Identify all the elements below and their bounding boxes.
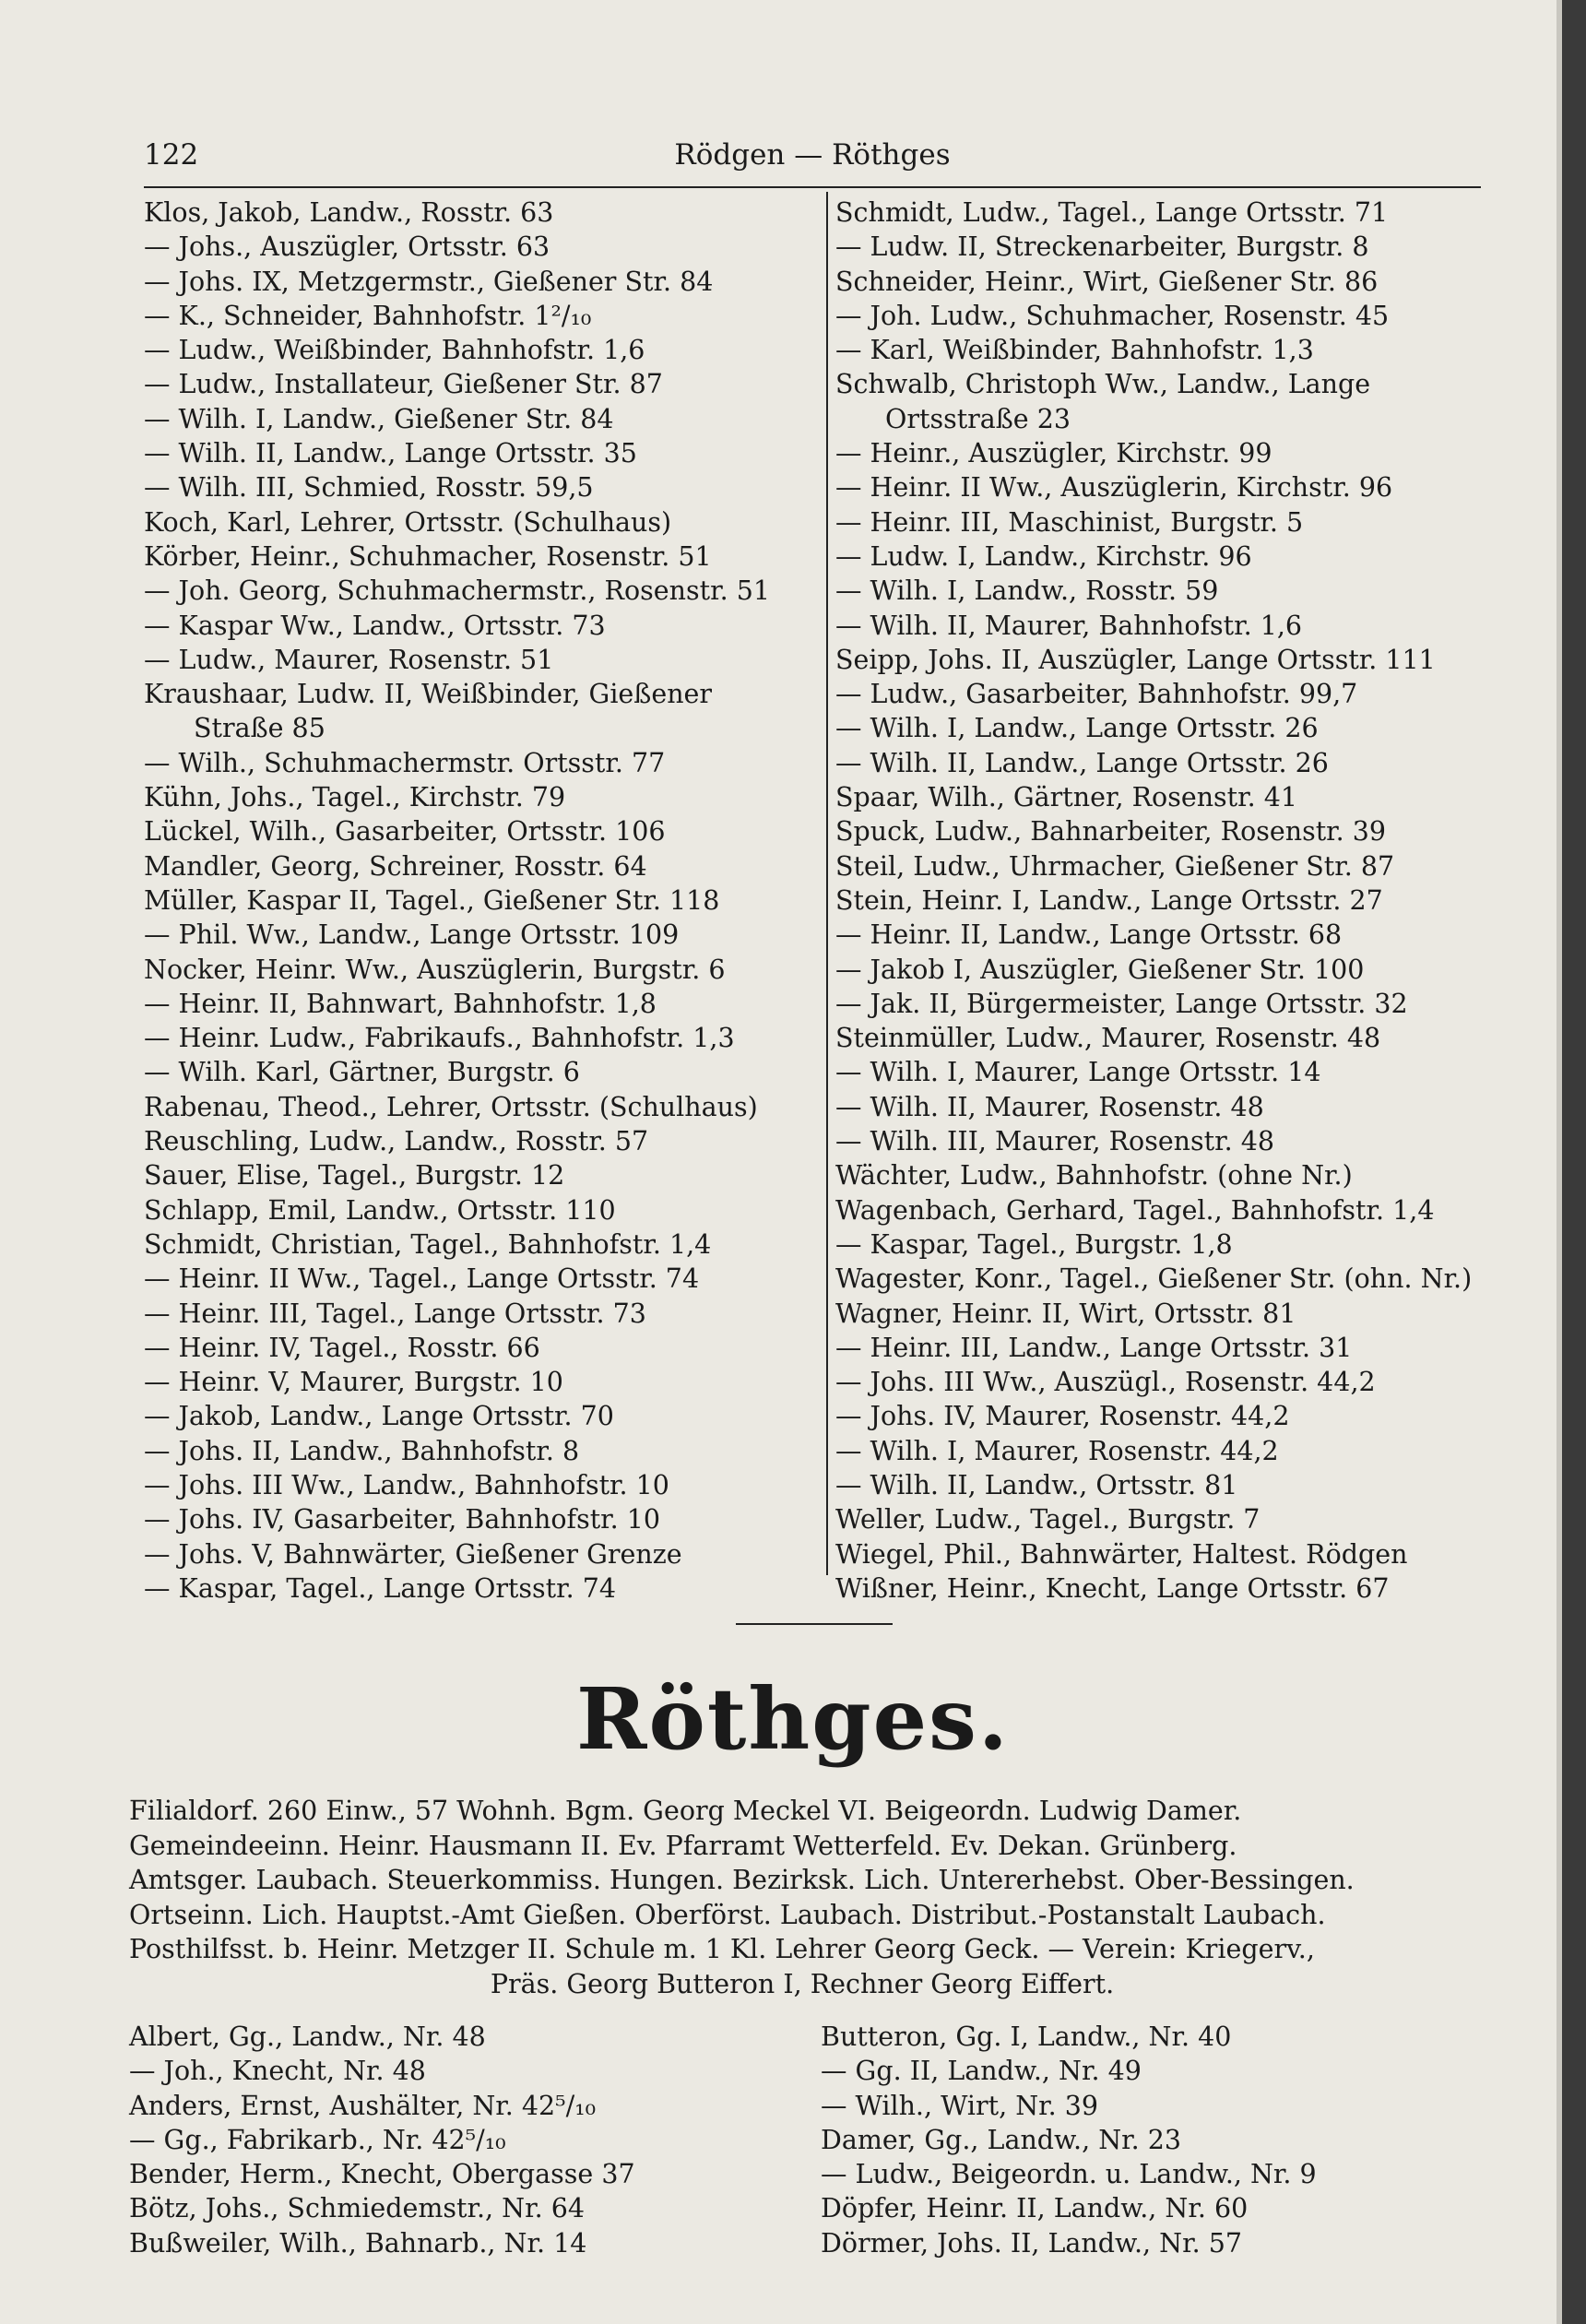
directory-entry: — Gg., Fabrikarb., Nr. 42⁵/₁₀ xyxy=(129,2124,506,2155)
directory-entry: — Heinr. V, Maurer, Burgstr. 10 xyxy=(144,1367,563,1398)
directory-entry: Rabenau, Theod., Lehrer, Ortsstr. (Schulhaus) xyxy=(144,1091,758,1122)
directory-entry: Kraushaar, Ludw. II, Weißbinder, Gießener xyxy=(144,679,713,710)
directory-entry: Butteron, Gg. I, Landw., Nr. 40 xyxy=(821,2022,1232,2052)
directory-entry: — Wilh. I, Landw., Rosstr. 59 xyxy=(835,575,1219,607)
directory-entry: Bötz, Johs., Schmiedemstr., Nr. 64 xyxy=(129,2193,585,2224)
directory-entry: Weller, Ludw., Tagel., Burgstr. 7 xyxy=(835,1504,1261,1536)
directory-entry: — Kaspar, Tagel., Burgstr. 1,8 xyxy=(835,1228,1233,1260)
directory-entry: Wiegel, Phil., Bahnwärter, Haltest. Rödgen xyxy=(835,1538,1408,1570)
directory-entry: — Ludw. I, Landw., Kirchstr. 96 xyxy=(835,540,1252,572)
directory-entry: — Jakob, Landw., Lange Ortsstr. 70 xyxy=(144,1401,614,1432)
directory-entry: Damer, Gg., Landw., Nr. 23 xyxy=(821,2124,1182,2155)
page-header xyxy=(144,138,1481,188)
directory-entry: Koch, Karl, Lehrer, Ortsstr. (Schulhaus) xyxy=(144,506,672,538)
directory-entry: — Jak. II, Bürgermeister, Lange Ortsstr. 32 xyxy=(835,988,1408,1019)
directory-entry: — Johs. IV, Maurer, Rosenstr. 44,2 xyxy=(835,1401,1290,1432)
directory-entry: — Kaspar Ww., Landw., Ortsstr. 73 xyxy=(144,610,606,641)
directory-entry: — Wilh., Schuhmachermstr. Ortsstr. 77 xyxy=(144,747,666,778)
info-line: Amtsger. Laubach. Steuerkommiss. Hungen. Bezirksk. Lich. Untererhebst. Ober-Bessingen. xyxy=(129,1865,1355,1895)
directory-entry: — Joh., Knecht, Nr. 48 xyxy=(129,2056,426,2087)
directory-entry: — Wilh. II, Landw., Ortsstr. 81 xyxy=(835,1469,1238,1500)
directory-entry: Döpfer, Heinr. II, Landw., Nr. 60 xyxy=(821,2193,1249,2224)
directory-entry: — Wilh. III, Maurer, Rosenstr. 48 xyxy=(835,1126,1274,1157)
directory-entry: Straße 85 xyxy=(194,713,325,744)
directory-entry: — Wilh. II, Landw., Lange Ortsstr. 35 xyxy=(144,438,637,469)
left-column xyxy=(144,196,817,1606)
directory-entry: Steinmüller, Ludw., Maurer, Rosenstr. 48 xyxy=(835,1023,1381,1054)
bottom-right-column xyxy=(821,2020,1485,2260)
directory-entry: Schlapp, Emil, Landw., Ortsstr. 110 xyxy=(144,1194,616,1226)
info-line: Ortseinn. Lich. Hauptst.-Amt Gießen. Oberförst. Laubach. Distribut.-Postanstalt Laubach. xyxy=(129,1899,1326,1930)
directory-entry: — Wilh. II, Landw., Lange Ortsstr. 26 xyxy=(835,747,1329,778)
directory-entry: — Jakob I, Auszügler, Gießener Str. 100 xyxy=(835,954,1365,985)
right-column xyxy=(835,196,1481,1606)
directory-entry: — Ludw., Installateur, Gießener Str. 87 xyxy=(144,369,663,400)
directory-entry: — Joh. Ludw., Schuhmacher, Rosenstr. 45 xyxy=(835,300,1390,331)
directory-entry: — Gg. II, Landw., Nr. 49 xyxy=(821,2056,1142,2087)
book-binding-edge xyxy=(1562,0,1586,2324)
directory-entry: — Wilh. Karl, Gärtner, Burgstr. 6 xyxy=(144,1057,580,1088)
directory-entry: Körber, Heinr., Schuhmacher, Rosenstr. 51 xyxy=(144,540,712,572)
page-number: 122 xyxy=(144,138,199,172)
directory-entry: — Ludw. II, Streckenarbeiter, Burgstr. 8 xyxy=(835,231,1369,263)
directory-entry: — Heinr. II, Landw., Lange Ortsstr. 68 xyxy=(835,919,1343,951)
info-line: Filialdorf. 260 Einw., 57 Wohnh. Bgm. Georg Meckel VI. Beigeordn. Ludwig Damer. xyxy=(129,1796,1242,1826)
directory-entry: — Ludw., Weißbinder, Bahnhofstr. 1,6 xyxy=(144,335,645,366)
directory-entry: Schwalb, Christoph Ww., Landw., Lange xyxy=(835,369,1371,400)
directory-entry: Reuschling, Ludw., Landw., Rosstr. 57 xyxy=(144,1126,649,1157)
section-separator xyxy=(736,1623,893,1625)
directory-entry: — Heinr. II, Bahnwart, Bahnhofstr. 1,8 xyxy=(144,988,657,1019)
directory-entry: — Johs., Auszügler, Ortsstr. 63 xyxy=(144,231,550,263)
bottom-left-column xyxy=(129,2020,811,2260)
directory-entry: — Ludw., Beigeordn. u. Landw., Nr. 9 xyxy=(821,2159,1317,2190)
directory-entry: Spuck, Ludw., Bahnarbeiter, Rosenstr. 39 xyxy=(835,816,1387,848)
directory-entry: Müller, Kaspar II, Tagel., Gießener Str. 118 xyxy=(144,884,720,916)
directory-entry: — Wilh. II, Maurer, Bahnhofstr. 1,6 xyxy=(835,610,1303,641)
directory-entry: Wächter, Ludw., Bahnhofstr. (ohne Nr.) xyxy=(835,1160,1353,1192)
village-info xyxy=(129,1794,1475,2001)
directory-entry: Nocker, Heinr. Ww., Auszüglerin, Burgstr. 6 xyxy=(144,954,726,985)
directory-entry: — Johs. IX, Metzgermstr., Gießener Str. 84 xyxy=(144,266,714,297)
directory-entry: — Heinr. III, Tagel., Lange Ortsstr. 73 xyxy=(144,1298,646,1329)
directory-entry: Albert, Gg., Landw., Nr. 48 xyxy=(129,2022,486,2052)
directory-entry: — Wilh. I, Maurer, Lange Ortsstr. 14 xyxy=(835,1057,1321,1088)
info-line: Gemeindeeinn. Heinr. Hausmann II. Ev. Pfarramt Wetterfeld. Ev. Dekan. Grünberg. xyxy=(129,1830,1237,1861)
directory-entry: Stein, Heinr. I, Landw., Lange Ortsstr. 27 xyxy=(835,884,1383,916)
directory-entry: Lückel, Wilh., Gasarbeiter, Ortsstr. 106 xyxy=(144,816,666,848)
directory-entry: — Ludw., Gasarbeiter, Bahnhofstr. 99,7 xyxy=(835,679,1358,710)
info-line: Präs. Georg Butteron I, Rechner Georg Eiffert. xyxy=(490,1968,1115,1999)
directory-entry: — Joh. Georg, Schuhmachermstr., Rosenstr. 51 xyxy=(144,575,770,607)
directory-entry: Wißner, Heinr., Knecht, Lange Ortsstr. 67 xyxy=(835,1572,1390,1604)
directory-entry: — Johs. II, Landw., Bahnhofstr. 8 xyxy=(144,1435,580,1466)
directory-entry: Schneider, Heinr., Wirt, Gießener Str. 86 xyxy=(835,266,1379,297)
column-divider xyxy=(826,192,828,1575)
directory-entry: — Wilh. I, Maurer, Rosenstr. 44,2 xyxy=(835,1435,1279,1466)
directory-entry: Kühn, Johs., Tagel., Kirchstr. 79 xyxy=(144,782,566,813)
directory-entry: — Heinr. Ludw., Fabrikaufs., Bahnhofstr. 1,3 xyxy=(144,1023,735,1054)
running-title: Rödgen — Röthges xyxy=(674,138,951,172)
directory-entry: — Heinr. IV, Tagel., Rosstr. 66 xyxy=(144,1332,540,1363)
directory-entry: — Heinr., Auszügler, Kirchstr. 99 xyxy=(835,438,1272,469)
directory-entry: Seipp, Johs. II, Auszügler, Lange Ortsstr. 111 xyxy=(835,644,1436,675)
directory-entry: — Wilh. I, Landw., Lange Ortsstr. 26 xyxy=(835,713,1319,744)
directory-entry: Wagner, Heinr. II, Wirt, Ortsstr. 81 xyxy=(835,1298,1296,1329)
directory-entry: — Johs. V, Bahnwärter, Gießener Grenze xyxy=(144,1538,682,1570)
directory-entry: — Johs. III Ww., Landw., Bahnhofstr. 10 xyxy=(144,1469,669,1500)
directory-entry: Bußweiler, Wilh., Bahnarb., Nr. 14 xyxy=(129,2227,587,2259)
directory-entry: Bender, Herm., Knecht, Obergasse 37 xyxy=(129,2159,635,2190)
directory-entry: — Johs. III Ww., Auszügl., Rosenstr. 44,2 xyxy=(835,1367,1376,1398)
directory-entry: — Heinr. II Ww., Auszüglerin, Kirchstr. 96 xyxy=(835,472,1393,504)
directory-entry: Sauer, Elise, Tagel., Burgstr. 12 xyxy=(144,1160,565,1192)
directory-entry: Klos, Jakob, Landw., Rosstr. 63 xyxy=(144,197,554,228)
directory-entry: — Heinr. II Ww., Tagel., Lange Ortsstr. 74 xyxy=(144,1263,700,1295)
directory-entry: Mandler, Georg, Schreiner, Rosstr. 64 xyxy=(144,850,647,882)
directory-entry: — Wilh., Wirt, Nr. 39 xyxy=(821,2090,1099,2121)
directory-entry: — Wilh. III, Schmied, Rosstr. 59,5 xyxy=(144,472,594,504)
directory-entry: Spaar, Wilh., Gärtner, Rosenstr. 41 xyxy=(835,782,1298,813)
directory-entry: — Heinr. III, Landw., Lange Ortsstr. 31 xyxy=(835,1332,1353,1363)
directory-entry: — Kaspar, Tagel., Lange Ortsstr. 74 xyxy=(144,1572,616,1604)
directory-entry: — Wilh. I, Landw., Gießener Str. 84 xyxy=(144,403,614,434)
directory-entry: — Wilh. II, Maurer, Rosenstr. 48 xyxy=(835,1091,1264,1122)
directory-entry: — Karl, Weißbinder, Bahnhofstr. 1,3 xyxy=(835,335,1314,366)
directory-entry: Anders, Ernst, Aushälter, Nr. 42⁵/₁₀ xyxy=(129,2090,597,2121)
directory-entry: — Johs. IV, Gasarbeiter, Bahnhofstr. 10 xyxy=(144,1504,661,1536)
directory-entry: — K., Schneider, Bahnhofstr. 1²/₁₀ xyxy=(144,300,592,331)
directory-entry: Ortsstraße 23 xyxy=(885,403,1071,434)
directory-entry: — Heinr. III, Maschinist, Burgstr. 5 xyxy=(835,506,1304,538)
directory-entry: Dörmer, Johs. II, Landw., Nr. 57 xyxy=(821,2227,1242,2259)
info-line: Posthilfsst. b. Heinr. Metzger II. Schule m. 1 Kl. Lehrer Georg Geck. — Verein: Kriegerv., xyxy=(129,1934,1315,1964)
directory-entry: Wagester, Konr., Tagel., Gießener Str. (ohn. Nr.) xyxy=(835,1263,1473,1295)
directory-entry: Schmidt, Christian, Tagel., Bahnhofstr. 1,4 xyxy=(144,1228,712,1260)
directory-entry: — Phil. Ww., Landw., Lange Ortsstr. 109 xyxy=(144,919,680,951)
directory-entry: Wagenbach, Gerhard, Tagel., Bahnhofstr. 1,4 xyxy=(835,1194,1435,1226)
directory-entry: Steil, Ludw., Uhrmacher, Gießener Str. 87 xyxy=(835,850,1395,882)
directory-entry: Schmidt, Ludw., Tagel., Lange Ortsstr. 71 xyxy=(835,197,1389,228)
section-title: Röthges. xyxy=(576,1669,1010,1769)
directory-entry: — Ludw., Maurer, Rosenstr. 51 xyxy=(144,644,554,675)
